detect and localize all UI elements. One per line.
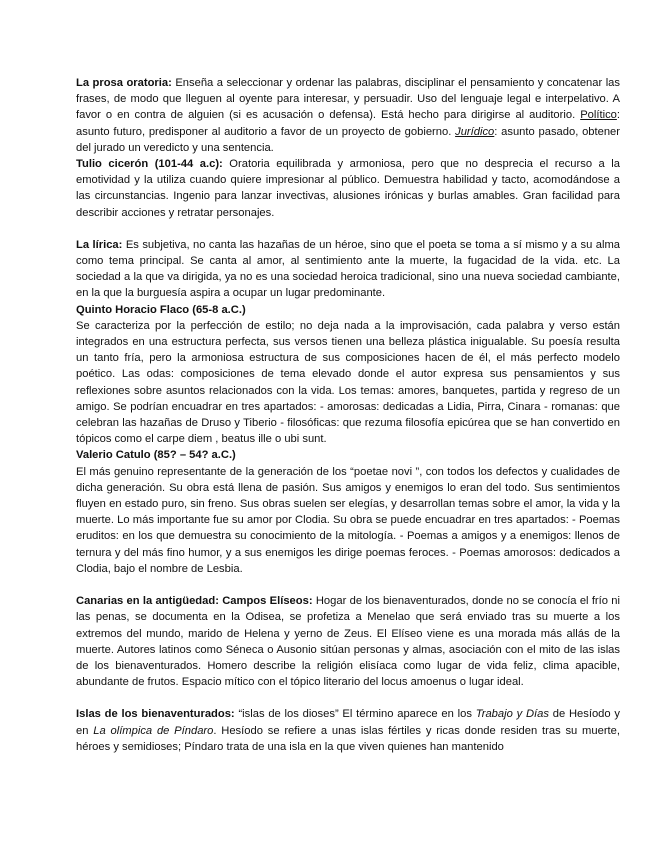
tulio-text: Oratoria equilibrada y armoniosa, pero que no desprecia el recurso a la emotividad y la utiliza cuando quiere impresionar al público. Demuestra habilidad y tacto, acomodándose a las circunstancias. Ingenio para lanzar invectivas, alusiones irónicas y burlas amables. Gran facilidad para describir acciones y retratar personajes.: [76, 158, 620, 219]
paragraph-lirica: [76, 237, 620, 302]
lirica-text: Es subjetiva, no canta las hazañas de un héroe, sino que el poeta se toma a sí mismo y a su alma como tema principal. Se canta al amor, al sentimiento ante la muerte, la fugacidad de la vida. etc. La sociedad a la que va dirigida, ya no es una sociedad heroica tradicional, sino una nueva sociedad cambiante, en la que la burguesía aspira a ocupar un lugar predominante.: [76, 238, 620, 300]
heading-islas: Islas de los bienaventurados:: [76, 708, 235, 721]
juridico-label: Jurídico: [455, 125, 495, 138]
heading-canarias: Canarias en la antigüedad: Campos Elíseos:: [76, 595, 313, 608]
title-olimpica-pindaro: La olímpica de Píndaro: [93, 724, 214, 737]
paragraph-canarias: [76, 593, 620, 690]
paragraph-prosa-oratoria: [76, 75, 620, 156]
document-page: [76, 75, 620, 755]
politico-label: Político: [580, 109, 617, 122]
spacer: [76, 577, 620, 593]
heading-tulio-ciceron: Tulio cicerón (101-44 a.c):: [76, 158, 223, 171]
islas-text-2: de Hesíodo y en: [76, 708, 620, 737]
prosa-text-2: : asunto futuro, predisponer al auditorio a favor de un proyecto de gobierno.: [76, 109, 620, 138]
islas-text-3: . Hesíodo se refiere a unas islas fértiles y ricas donde residen tras su muerte, héroes y semidioses; Píndaro trata de una isla en la que viven quienes han mantenido: [76, 724, 620, 753]
heading-prosa-oratoria: La prosa oratoria:: [76, 77, 172, 89]
paragraph-islas: [76, 706, 620, 755]
heading-horacio: Quinto Horacio Flaco (65-8 a.C.): [76, 303, 246, 316]
heading-lirica: La lírica:: [76, 238, 123, 251]
canarias-text: Hogar de los bienaventurados, donde no se conocía el frío ni las penas, se documenta en la Odisea, se profetiza a Menelao que será enviado tras su muerte a los extremos del mundo, marido de Helena y yerno de Zeus. El Elíseo viene es una morada más allás de la muerte. Autores latinos como Séneca o Ausonio sitúan personas y almas, asociación con el mito de las islas de los bienaventurados. Homero describe la religión elisíaca como lugar de vida feliz, clima apacible, abundante de frutos. Espacio mítico con el tópico literario del locus amoenus o lugar ideal.: [76, 595, 620, 689]
spacer: [76, 221, 620, 237]
prosa-text-3: : asunto pasado, obtener del jurado un veredicto y una sentencia.: [76, 125, 621, 154]
islas-text-1: “islas de los dioses” El término aparece en los: [234, 708, 476, 721]
paragraph-catulo: El más genuino representante de la generación de los “poetae novi ”, con todos los defectos y cualidades de dicha generación. Su obra está llena de pasión. Sus amigos y enemigos lo eran del todo. Sus sentimientos fluyen en estado puro, sin freno. Sus obras suelen ser elegías, y desarrollan temas sobre el amor, la vida y la muerte. Lo más importante fue su amor por Clodia. Su obra se puede encuadrar en tres apartados: - Poemas eruditos: en los que demuestra su conocimiento de la mitología. - Poemas a amigos y a enemigos: llenos de ternura y del más fino humor, y a sus enemigos les dirige poemas feroces. - Poemas amorosos: dedicados a Clodia, bajo el nombre de Lesbia.: [76, 465, 620, 575]
prosa-text-1: Enseña a seleccionar y ordenar las palabras, disciplinar el pensamiento y concatenar las frases, de modo que lleguen al oyente para interesar, y persuadir. Uso del lenguaje legal e interpelativo. A favor o en contra de alguien (si es acusación o defensa). Está hecho para dirigirse al auditorio.: [76, 77, 620, 122]
spacer: [76, 690, 620, 706]
title-trabajo-y-dias: Trabajo y Días: [475, 708, 549, 721]
paragraph-tulio-ciceron: [76, 156, 620, 221]
paragraph-horacio: Se caracteriza por la perfección de estilo; no deja nada a la improvisación, cada palabra y verso están integrados en una estructura perfecta, sus versos tienen una belleza plástica inigualable. Su poesía resulta un tanto fría, pero la armoniosa estructura de sus composiciones hacen de él, el más perfecto modelo poético. Las odas: composiciones de tema elevado donde el autor expresa sus pensamientos y sus reflexiones sobre asuntos relacionados con la vida. Los temas: amores, banquetes, partida y regreso de un amigo. Se podrían encuadrar en tres apartados: - amorosas: dedicadas a Lidia, Pirra, Cinara - romanas: que celebran las hazañas de Druso y Tiberio - filosóficas: que rezuma filosofía epicúrea que se han convertido en tópicos como el carpe diem , beatus ille o ubi sunt.: [76, 319, 620, 446]
heading-catulo: Valerio Catulo (85? – 54? a.C.): [76, 449, 236, 462]
